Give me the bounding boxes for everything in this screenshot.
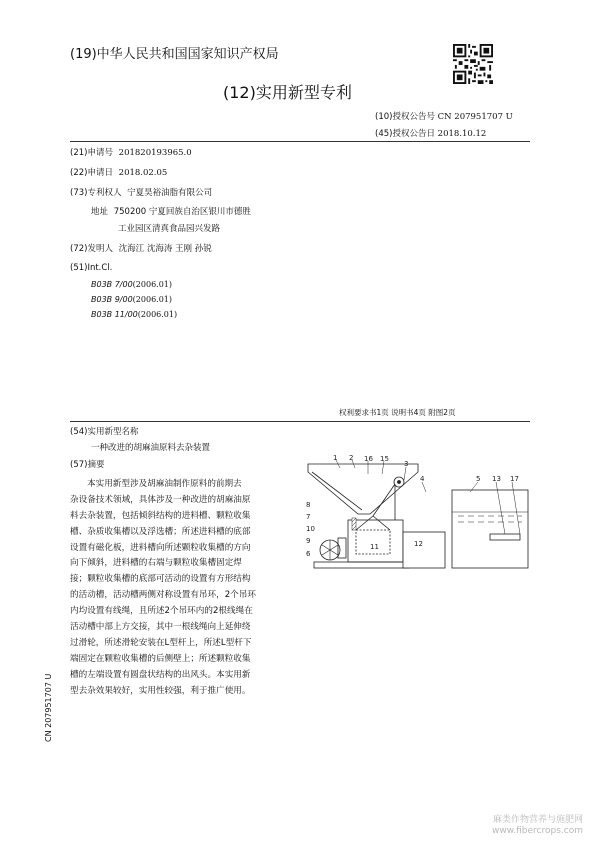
utility-model-title: 一种改进的胡麻油原料去杂装置 bbox=[91, 443, 211, 453]
document-type: (12)实用新型专利 bbox=[223, 83, 352, 102]
figure-label: 11 bbox=[370, 543, 379, 551]
figure-label: 9 bbox=[306, 537, 311, 545]
pub-date-label: (45)授权公告日 bbox=[375, 129, 435, 139]
abstract-line: 本实用新型涉及胡麻油制作原料的前期去 bbox=[87, 479, 242, 489]
app-date-row bbox=[70, 166, 167, 178]
abstract-line: 型去杂效果较好，实用性较强，利于推广使用。 bbox=[70, 685, 251, 696]
app-date-label: (22)申请日 bbox=[70, 168, 113, 178]
app-number-label: (21)申请号 bbox=[70, 148, 113, 158]
inventors-label: (72)发明人 bbox=[70, 244, 113, 254]
intcl-label: (51)Int.Cl. bbox=[70, 263, 113, 273]
qr-code-icon bbox=[453, 44, 493, 84]
office-name: (19)中华人民共和国国家知识产权局 bbox=[70, 47, 279, 62]
pub-date: 2018.10.12 bbox=[437, 129, 487, 139]
figure-label: 6 bbox=[306, 550, 311, 558]
figure-label: 15 bbox=[380, 455, 389, 463]
abstract-line: 内均设置有线绳，且所述2个吊环内的2根线绳在 bbox=[70, 606, 253, 617]
app-number: 201820193965.0 bbox=[118, 148, 192, 158]
inventors: 沈海江 沈海涛 王刚 孙锐 bbox=[118, 244, 212, 254]
patentee: 宁夏昊裕油脂有限公司 bbox=[127, 188, 213, 198]
patentee-row bbox=[70, 186, 212, 198]
figure-label: 8 bbox=[306, 501, 311, 509]
pub-date-row bbox=[375, 127, 486, 139]
address-line-2: 工业园区清真食品园兴发路 bbox=[118, 224, 221, 234]
watermark-url: www.fibercrops.com bbox=[492, 826, 583, 836]
abstract-line: 接；颗粒收集槽的底部可活动的设置有方形结构 bbox=[70, 574, 251, 585]
abstract-line: 过滑轮，所述滑轮安装在L型杆上，所述L型杆下 bbox=[70, 637, 252, 648]
ipc-code: B03B 11/00 bbox=[91, 310, 138, 319]
pub-number: CN 207951707 U bbox=[437, 112, 513, 122]
figure-label: 3 bbox=[404, 460, 409, 468]
ipc-entry bbox=[91, 295, 172, 304]
figure-label: 17 bbox=[510, 475, 519, 483]
abstract-line: 杂设备技术领域，具体涉及一种改进的胡麻油原 bbox=[70, 494, 251, 505]
figure-label: 13 bbox=[492, 475, 501, 483]
title-label: (54)实用新型名称 bbox=[70, 427, 139, 437]
abstract-line: 槽、杂质收集槽以及浮选槽；所述进料槽的底部 bbox=[70, 526, 251, 537]
ipc-code: B03B 7/00 bbox=[91, 280, 133, 289]
figure-label: 16 bbox=[364, 455, 373, 463]
abstract-line: 的活动槽，活动槽两侧对称设置有吊环，2个吊环 bbox=[70, 590, 256, 601]
abstract-line: 向下倾斜，进料槽的右端与颗粒收集槽固定焊 bbox=[70, 558, 242, 569]
ipc-version: (2006.01) bbox=[132, 280, 172, 289]
header-divider bbox=[70, 141, 530, 142]
figure-label: 10 bbox=[306, 525, 315, 533]
ipc-entry bbox=[91, 310, 177, 319]
pub-number-row bbox=[375, 110, 513, 122]
abstract-label: (57)摘要 bbox=[70, 460, 105, 470]
abstract-line: 端固定在颗粒收集槽的后侧壁上；所述颗粒收集 bbox=[70, 653, 251, 664]
address-line-1: 750200 宁夏回族自治区银川市德胜 bbox=[113, 207, 251, 217]
ipc-version: (2006.01) bbox=[137, 310, 178, 319]
side-publication-number: CN 207951707 U bbox=[44, 673, 53, 742]
patentee-label: (73)专利权人 bbox=[70, 188, 122, 198]
abstract-drawing bbox=[300, 452, 530, 582]
abstract-line: 设置有磁化板，进料槽向所述颗粒收集槽的方向 bbox=[70, 542, 251, 553]
figure-label: 1 bbox=[333, 454, 338, 462]
pages-info: 权利要求书1页 说明书4页 附图2页 bbox=[339, 408, 456, 417]
inventors-row bbox=[70, 242, 212, 254]
abstract-line: 槽的左端设置有圆盘状结构的出风头。本实用新 bbox=[70, 669, 251, 680]
abstract-text bbox=[70, 477, 293, 699]
address-row bbox=[91, 205, 251, 217]
figure-label: 4 bbox=[420, 475, 425, 483]
pub-number-label: (10)授权公告号 bbox=[375, 112, 435, 122]
app-date: 2018.02.05 bbox=[118, 168, 168, 178]
figure-label: 12 bbox=[414, 540, 423, 548]
ipc-code: B03B 9/00 bbox=[91, 295, 133, 304]
figure-label: 2 bbox=[349, 454, 354, 462]
abstract-line: 料去杂装置，包括倾斜结构的进料槽、颗粒收集 bbox=[70, 510, 251, 521]
app-number-row bbox=[70, 146, 192, 158]
figure-label: 7 bbox=[306, 513, 311, 521]
ipc-entry bbox=[91, 280, 172, 289]
watermark-text: 麻类作物营养与施肥网 bbox=[492, 815, 583, 825]
ipc-version: (2006.01) bbox=[132, 295, 172, 304]
figure-label: 5 bbox=[476, 475, 481, 483]
section-divider bbox=[70, 421, 530, 422]
abstract-line: 活动槽中部上方交接，其中一根线绳向上延伸绕 bbox=[70, 622, 251, 633]
address-label: 地址 bbox=[91, 207, 109, 217]
